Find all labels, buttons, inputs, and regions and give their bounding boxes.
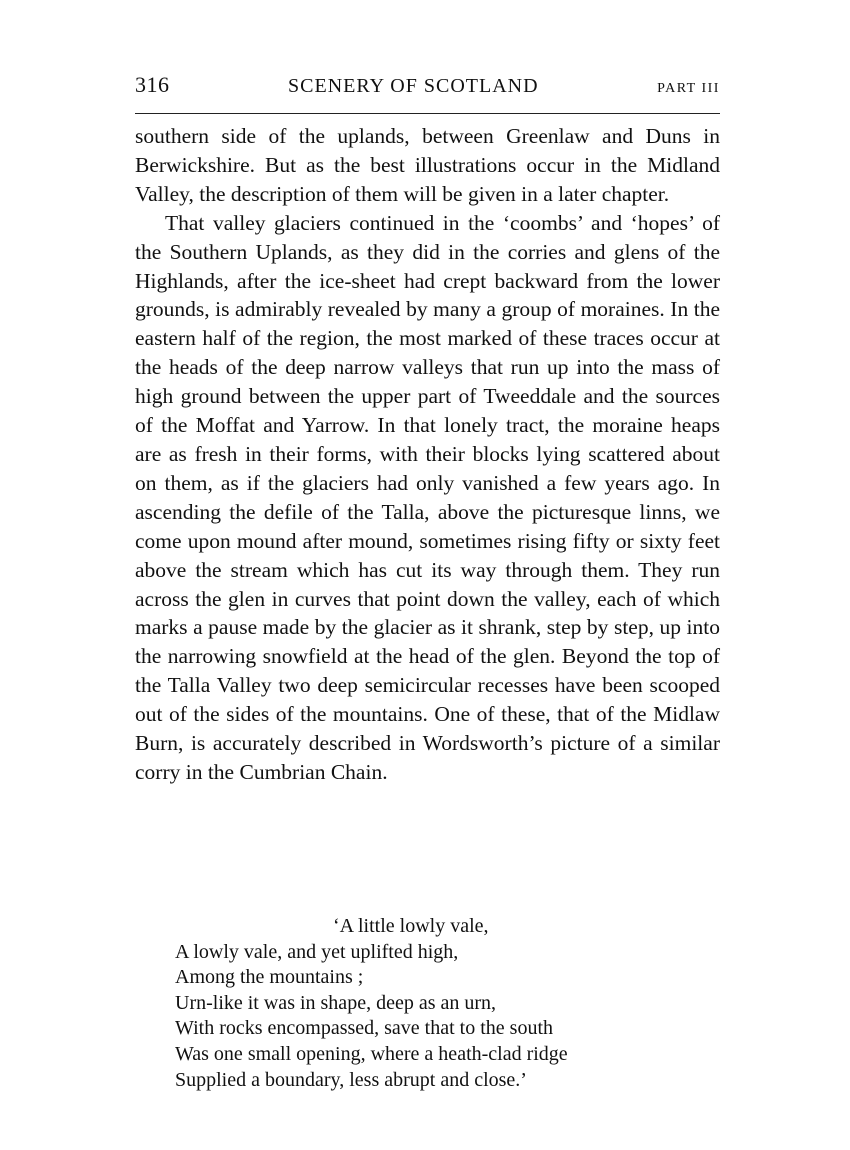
paragraph-continued: southern side of the uplands, between Greenlaw and Duns in Berwickshire. But as the best illustrations occur in the Midland Valley, the description of them will be given in a later chapter.	[135, 124, 720, 206]
body-text	[135, 122, 720, 787]
running-header	[135, 72, 720, 102]
verse-line: A lowly vale, and yet uplifted high,	[175, 940, 459, 963]
part-label: PART III	[657, 81, 720, 96]
header-rule	[135, 113, 720, 114]
verse-quotation	[175, 914, 720, 1093]
verse-line: Was one small opening, where a heath-clad ridge	[175, 1042, 568, 1065]
page-number: 316	[135, 72, 170, 97]
verse-line: Urn-like it was in shape, deep as an urn,	[175, 991, 497, 1014]
verse-line: Among the mountains ;	[175, 966, 364, 989]
verse-line: Supplied a boundary, less abrupt and close.’	[175, 1068, 527, 1091]
paragraph-moraines: That valley glaciers continued in the ‘coombs’ and ‘hopes’ of the Southern Uplands, as they did in the corries and glens of the Highlands, after the ice-sheet had crept backward from the lower grounds, is admirably revealed by many a group of moraines. In the eastern half of the region, the most marked of these traces occur at the heads of the deep narrow valleys that run up into the mass of high ground between the upper part of Tweeddale and the sources of the Moffat and Yarrow. In that lonely tract, the moraine heaps are as fresh in their forms, with their blocks lying scattered about on them, as if the glaciers had only vanished a few years ago. In ascending the defile of the Talla, above the picturesque linns, we come upon mound after mound, sometimes rising fifty or sixty feet above the stream which has cut its way through them. They run across the glen in curves that point down the valley, each of which marks a pause made by the glacier as it shrank, step by step, up into the narrowing snowfield at the head of the glen. Beyond the top of the Talla Valley two deep semicircular recesses have been scooped out of the sides of the mountains. One of these, that of the Midlaw Burn, is accurately described in Wordsworth’s picture of a similar corry in the Cumbrian Chain.	[135, 210, 720, 784]
running-title: SCENERY OF SCOTLAND	[288, 75, 539, 97]
verse-line: ‘A little lowly vale,	[333, 915, 489, 937]
verse-line: With rocks encompassed, save that to the south	[175, 1017, 553, 1040]
